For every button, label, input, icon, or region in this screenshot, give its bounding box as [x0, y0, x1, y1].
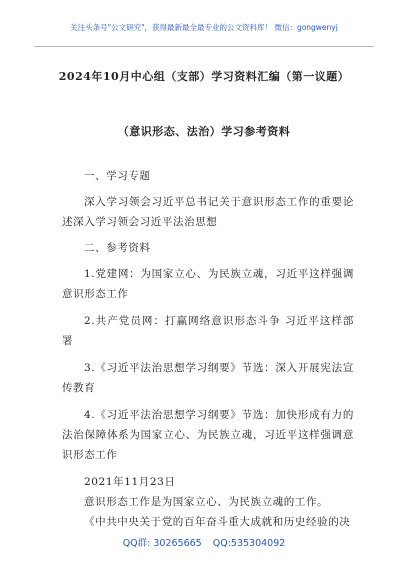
footer-qq-group: QQ群: 30265665 — [122, 538, 202, 549]
reference-item: 2.共产党员网：打赢网络意识形态斗争 习近平这样部署 — [62, 315, 354, 347]
document-body — [62, 166, 354, 532]
document-subtitle: （意识形态、法治）学习参考资料 — [117, 125, 291, 138]
header-divider — [34, 46, 374, 47]
page-footer — [0, 535, 408, 549]
reference-item: 4.《习近平法治思想学习纲要》节选：加快形成有力的法治保障体系为国家立心、为民族立魂，习近平这样强调意识形态工作 — [62, 409, 354, 461]
section-heading: 二、参考资料 — [84, 242, 151, 254]
date-line: 2021年11月23日 — [84, 476, 176, 488]
body-paragraph: 意识形态工作是为国家立心、为民族立魂的工作。 — [84, 496, 329, 508]
footer-qq-contact: QQ:535304092 — [212, 538, 286, 549]
body-paragraph: 深入学习领会习近平总书记关于意识形态工作的重要论述深入学习领会习近平法治思想 — [62, 196, 354, 228]
reference-item: 1.党建网：为国家立心、为民族立魂，习近平这样强调意识形态工作 — [62, 268, 354, 300]
section-heading: 一、学习专题 — [84, 170, 151, 182]
body-paragraph: 《中共中央关于党的百年奋斗重大成就和历史经验的决 — [84, 516, 351, 528]
reference-item: 3.《习近平法治思想学习纲要》节选：深入开展宪法宣传教育 — [62, 362, 354, 394]
document-title: 2024年10月中心组（支部）学习资料汇编（第一议题） — [58, 70, 350, 83]
page-header-banner: 关注头条号"公文研究"，获得最新最全最专业的公文资料库！ 微信：gongwenyj — [70, 23, 338, 32]
